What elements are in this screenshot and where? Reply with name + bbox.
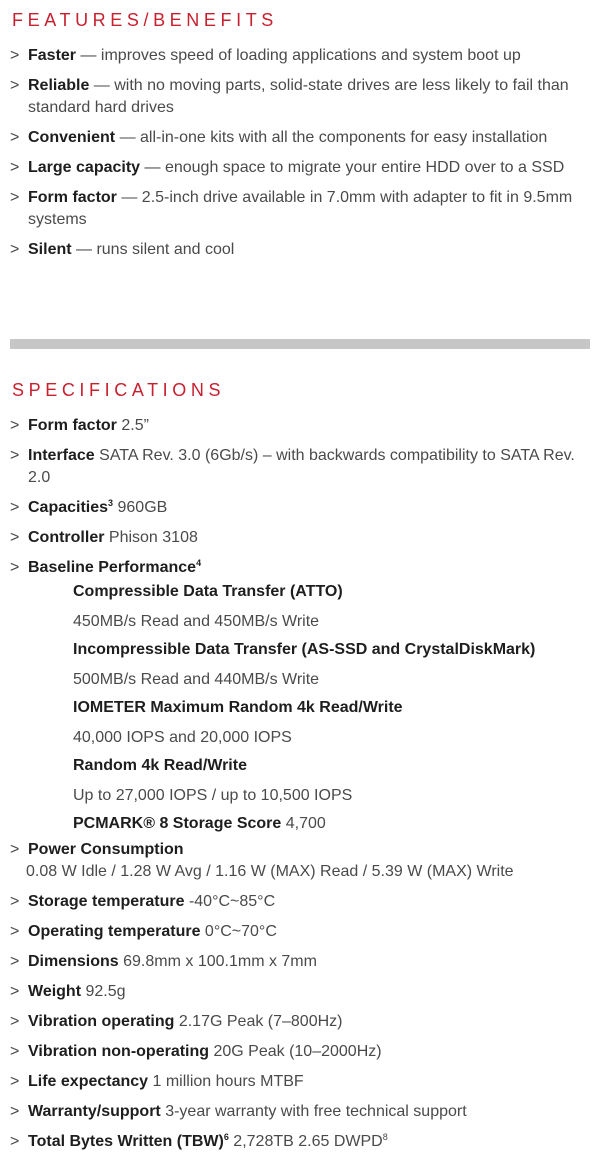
spec-value: SATA Rev. 3.0 (6Gb/s) – with backwards compatibility to SATA Rev. 2.0 [28,447,575,486]
feature-text: — 2.5-inch drive available in 7.0mm with adapter to fit in 9.5mm systems [28,189,573,228]
chevron-right-icon: > [10,893,20,910]
perf-value: 500MB/s Read and 440MB/s Write [73,671,320,688]
spec-item-vibration-non-operating [10,1041,592,1063]
features-list [10,45,592,269]
spec-item-weight [10,981,592,1003]
performance-details [28,581,592,835]
chevron-right-icon: > [10,129,20,146]
feature-label: Convenient [28,129,116,146]
spec-item-vibration-operating [10,1011,592,1033]
spec-item-storage-temperature [10,891,592,913]
spec-item-dimensions [10,951,592,973]
feature-item-form-factor [10,187,592,231]
perf-heading: IOMETER Maximum Random 4k Read/Write [73,699,403,716]
spec-value: Phison 3108 [104,529,198,546]
spec-label-text: Baseline Performance [28,559,197,576]
spec-item-interface [10,445,592,489]
feature-text: — runs silent and cool [71,241,235,258]
spec-value: 960GB [113,499,168,516]
spec-value: -40°C~85°C [184,893,276,910]
chevron-right-icon: > [10,983,20,1000]
spec-label: Vibration operating [28,1013,175,1030]
spec-value-text: 2,728TB 2.65 DWPD [228,1133,383,1150]
chevron-right-icon: > [10,447,20,464]
perf-heading: Random 4k Read/Write [73,757,247,774]
spec-value: 0.08 W Idle / 1.28 W Avg / 1.16 W (MAX) Read / 5.39 W (MAX) Write [26,863,514,880]
chevron-right-icon: > [10,1073,20,1090]
feature-item-faster [10,45,592,67]
feature-label: Faster [28,47,77,64]
feature-text: — improves speed of loading applications and system boot up [76,47,521,64]
spec-item-form-factor [10,415,592,437]
perf-heading: Incompressible Data Transfer (AS-SSD and CrystalDiskMark) [73,641,536,658]
spec-label: Storage temperature [28,893,185,910]
feature-label: Silent [28,241,72,258]
feature-label: Reliable [28,77,90,94]
spec-value: 0°C~70°C [200,923,277,940]
chevron-right-icon: > [10,1133,20,1150]
chevron-right-icon: > [10,1043,20,1060]
chevron-right-icon: > [10,953,20,970]
section-divider [10,339,590,349]
chevron-right-icon: > [10,47,20,64]
chevron-right-icon: > [10,529,20,546]
spec-label: Dimensions [28,953,119,970]
chevron-right-icon: > [10,499,20,516]
spec-item-warranty-support [10,1101,592,1123]
spec-item-total-bytes-written [10,1131,592,1153]
feature-item-large-capacity [10,157,592,179]
spec-value: 69.8mm x 100.1mm x 7mm [118,953,317,970]
specifications-heading: SPECIFICATIONS [12,380,226,400]
footnote-mark: 6 [223,1132,229,1142]
chevron-right-icon: > [10,189,20,206]
specifications-list [10,415,592,1161]
spec-label [28,499,113,516]
chevron-right-icon: > [10,1103,20,1120]
feature-text: — with no moving parts, solid-state drives are less likely to fail than standard hard drives [28,77,569,116]
feature-label: Form factor [28,189,117,206]
chevron-right-icon: > [10,923,20,940]
spec-value: 2.5” [116,417,149,434]
spec-item-controller [10,527,592,549]
pcmark-score [73,813,592,835]
perf-heading: PCMARK® 8 Storage Score [73,815,282,832]
perf-value: 40,000 IOPS and 20,000 IOPS [73,729,292,746]
spec-value: 1 million hours MTBF [148,1073,304,1090]
chevron-right-icon: > [10,1013,20,1030]
spec-value: 3-year warranty with free technical support [160,1103,467,1120]
chevron-right-icon: > [10,159,20,176]
features-benefits-heading: FEATURES/BENEFITS [12,10,278,30]
feature-text: — enough space to migrate your entire HDD over to a SSD [140,159,565,176]
spec-item-operating-temperature [10,921,592,943]
chevron-right-icon: > [10,841,20,858]
footnote-mark: 4 [196,558,202,568]
feature-item-silent [10,239,592,261]
feature-text: — all-in-one kits with all the components for easy installation [115,129,548,146]
spec-value: 92.5g [81,983,126,1000]
feature-item-convenient [10,127,592,149]
chevron-right-icon: > [10,77,20,94]
perf-heading: Compressible Data Transfer (ATTO) [73,583,343,600]
spec-value [229,1133,388,1150]
spec-label: Power Consumption [28,841,184,858]
spec-label-text: Total Bytes Written (TBW) [28,1133,224,1150]
spec-label: Vibration non-operating [28,1043,210,1060]
spec-item-life-expectancy [10,1071,592,1093]
spec-label [28,1133,229,1150]
spec-value: 20G Peak (10–2000Hz) [209,1043,382,1060]
feature-item-reliable [10,75,592,119]
spec-label-text: Capacities [28,499,109,516]
perf-value: 450MB/s Read and 450MB/s Write [73,613,320,630]
spec-value: 2.17G Peak (7–800Hz) [174,1013,343,1030]
spec-item-capacities [10,497,592,519]
chevron-right-icon: > [10,241,20,258]
perf-value: 4,700 [281,815,326,832]
chevron-right-icon: > [10,559,20,576]
spec-label: Warranty/support [28,1103,161,1120]
spec-label: Weight [28,983,82,1000]
perf-value: Up to 27,000 IOPS / up to 10,500 IOPS [73,787,353,804]
spec-label [28,559,201,576]
chevron-right-icon: > [10,417,20,434]
spec-label: Controller [28,529,105,546]
spec-label: Life expectancy [28,1073,149,1090]
spec-item-baseline-performance [10,557,592,835]
spec-label: Form factor [28,417,117,434]
spec-item-power-consumption [10,839,592,883]
footnote-mark: 8 [382,1132,388,1142]
feature-label: Large capacity [28,159,141,176]
footnote-mark: 3 [108,498,114,508]
spec-label: Interface [28,447,95,464]
spec-label: Operating temperature [28,923,201,940]
